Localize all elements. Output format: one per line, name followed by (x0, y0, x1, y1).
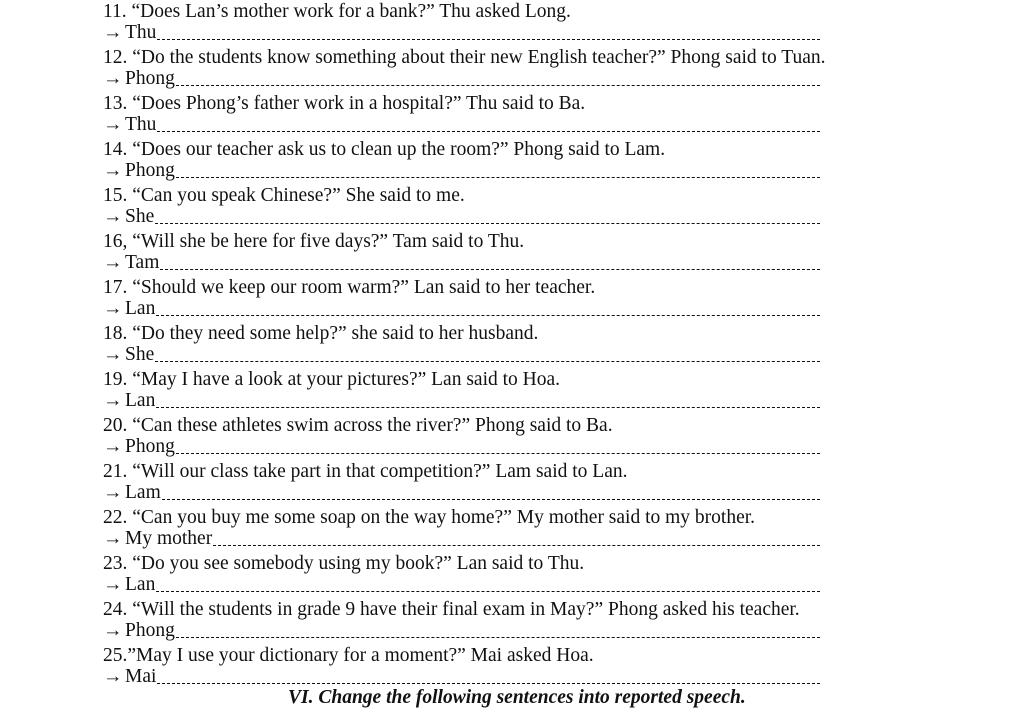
next-section-heading: VI. Change the following sentences into reported speech. (288, 687, 746, 708)
answer-line (103, 436, 820, 458)
answer-blank (160, 269, 820, 270)
answer-blank (156, 315, 820, 316)
exercise-item-16 (103, 230, 823, 276)
answer-line (103, 528, 820, 550)
exercise-item-11 (103, 0, 823, 46)
question-text: 12. “Do the students know something about their new English teacher?” Phong said to Tuan. (103, 47, 826, 68)
question-text: 14. “Does our teacher ask us to clean up the room?” Phong said to Lam. (103, 139, 666, 160)
exercise-item-19 (103, 368, 823, 414)
answer-blank (155, 361, 820, 362)
answer-line (103, 252, 820, 274)
answer-blank (157, 683, 820, 684)
answer-blank (157, 39, 820, 40)
arrow-icon: → (103, 160, 123, 181)
answer-prefix: Lam (125, 482, 161, 503)
arrow-icon: → (103, 436, 123, 457)
answer-line (103, 574, 820, 596)
answer-blank (176, 177, 820, 178)
answer-prefix: She (125, 344, 155, 365)
question-text: 20. “Can these athletes swim across the river?” Phong said to Ba. (103, 415, 613, 436)
question-text: 24. “Will the students in grade 9 have their final exam in May?” Phong asked his teacher. (103, 599, 800, 620)
answer-prefix: She (125, 206, 155, 227)
question-text: 19. “May I have a look at your pictures?” Lan said to Hoa. (103, 369, 561, 390)
exercise-item-12 (103, 46, 826, 92)
question-text: 11. “Does Lan’s mother work for a bank?” Thu asked Long. (103, 1, 571, 22)
answer-blank (176, 637, 820, 638)
question-text: 21. “Will our class take part in that competition?” Lam said to Lan. (103, 461, 628, 482)
question-text: 25.”May I use your dictionary for a moment?” Mai asked Hoa. (103, 645, 594, 666)
question-text: 15. “Can you speak Chinese?” She said to me. (103, 185, 465, 206)
answer-blank (157, 131, 820, 132)
exercise-item-13 (103, 92, 823, 138)
arrow-icon: → (103, 206, 123, 227)
answer-line (103, 620, 820, 642)
exercise-item-17 (103, 276, 823, 322)
answer-blank (155, 223, 820, 224)
answer-prefix: Lan (125, 574, 156, 595)
arrow-icon: → (103, 620, 123, 641)
answer-blank (176, 453, 820, 454)
answer-prefix: Phong (125, 160, 175, 181)
answer-prefix: Phong (125, 436, 175, 457)
answer-line (103, 68, 820, 90)
answer-blank (156, 591, 820, 592)
arrow-icon: → (103, 68, 123, 89)
answer-prefix: Thu (125, 114, 157, 135)
answer-line (103, 390, 820, 412)
question-text: 13. “Does Phong’s father work in a hospital?” Thu said to Ba. (103, 93, 586, 114)
question-text: 23. “Do you see somebody using my book?” Lan said to Thu. (103, 553, 585, 574)
answer-line (103, 344, 820, 366)
arrow-icon: → (103, 114, 123, 135)
answer-blank (156, 407, 820, 408)
arrow-icon: → (103, 252, 123, 273)
exercise-item-23 (103, 552, 823, 598)
arrow-icon: → (103, 22, 123, 43)
question-text: 16, “Will she be here for five days?” Tam said to Thu. (103, 231, 525, 252)
exercise-item-14 (103, 138, 823, 184)
answer-line (103, 160, 820, 182)
arrow-icon: → (103, 390, 123, 411)
arrow-icon: → (103, 482, 123, 503)
answer-line (103, 206, 820, 228)
answer-blank (176, 85, 820, 86)
exercise-item-15 (103, 184, 823, 230)
answer-prefix: Phong (125, 68, 175, 89)
answer-prefix: Mai (125, 666, 157, 687)
answer-line (103, 114, 820, 136)
answer-prefix: Lan (125, 390, 156, 411)
question-text: 18. “Do they need some help?” she said to her husband. (103, 323, 539, 344)
exercise-item-24 (103, 598, 823, 644)
answer-prefix: Phong (125, 620, 175, 641)
answer-line (103, 482, 820, 504)
question-text: 17. “Should we keep our room warm?” Lan said to her teacher. (103, 277, 596, 298)
arrow-icon: → (103, 298, 123, 319)
answer-prefix: Lan (125, 298, 156, 319)
exercise-item-25 (103, 644, 823, 690)
answer-prefix: Tam (125, 252, 160, 273)
answer-line (103, 298, 820, 320)
arrow-icon: → (103, 574, 123, 595)
exercise-item-21 (103, 460, 823, 506)
answer-line (103, 22, 820, 44)
arrow-icon: → (103, 344, 123, 365)
arrow-icon: → (103, 666, 123, 687)
answer-prefix: My mother (125, 528, 213, 549)
answer-blank (162, 499, 820, 500)
exercise-item-20 (103, 414, 823, 460)
answer-prefix: Thu (125, 22, 157, 43)
answer-blank (213, 545, 820, 546)
arrow-icon: → (103, 528, 123, 549)
exercise-item-22 (103, 506, 823, 552)
exercise-item-18 (103, 322, 823, 368)
answer-line (103, 666, 820, 688)
question-text: 22. “Can you buy me some soap on the way home?” My mother said to my brother. (103, 507, 756, 528)
